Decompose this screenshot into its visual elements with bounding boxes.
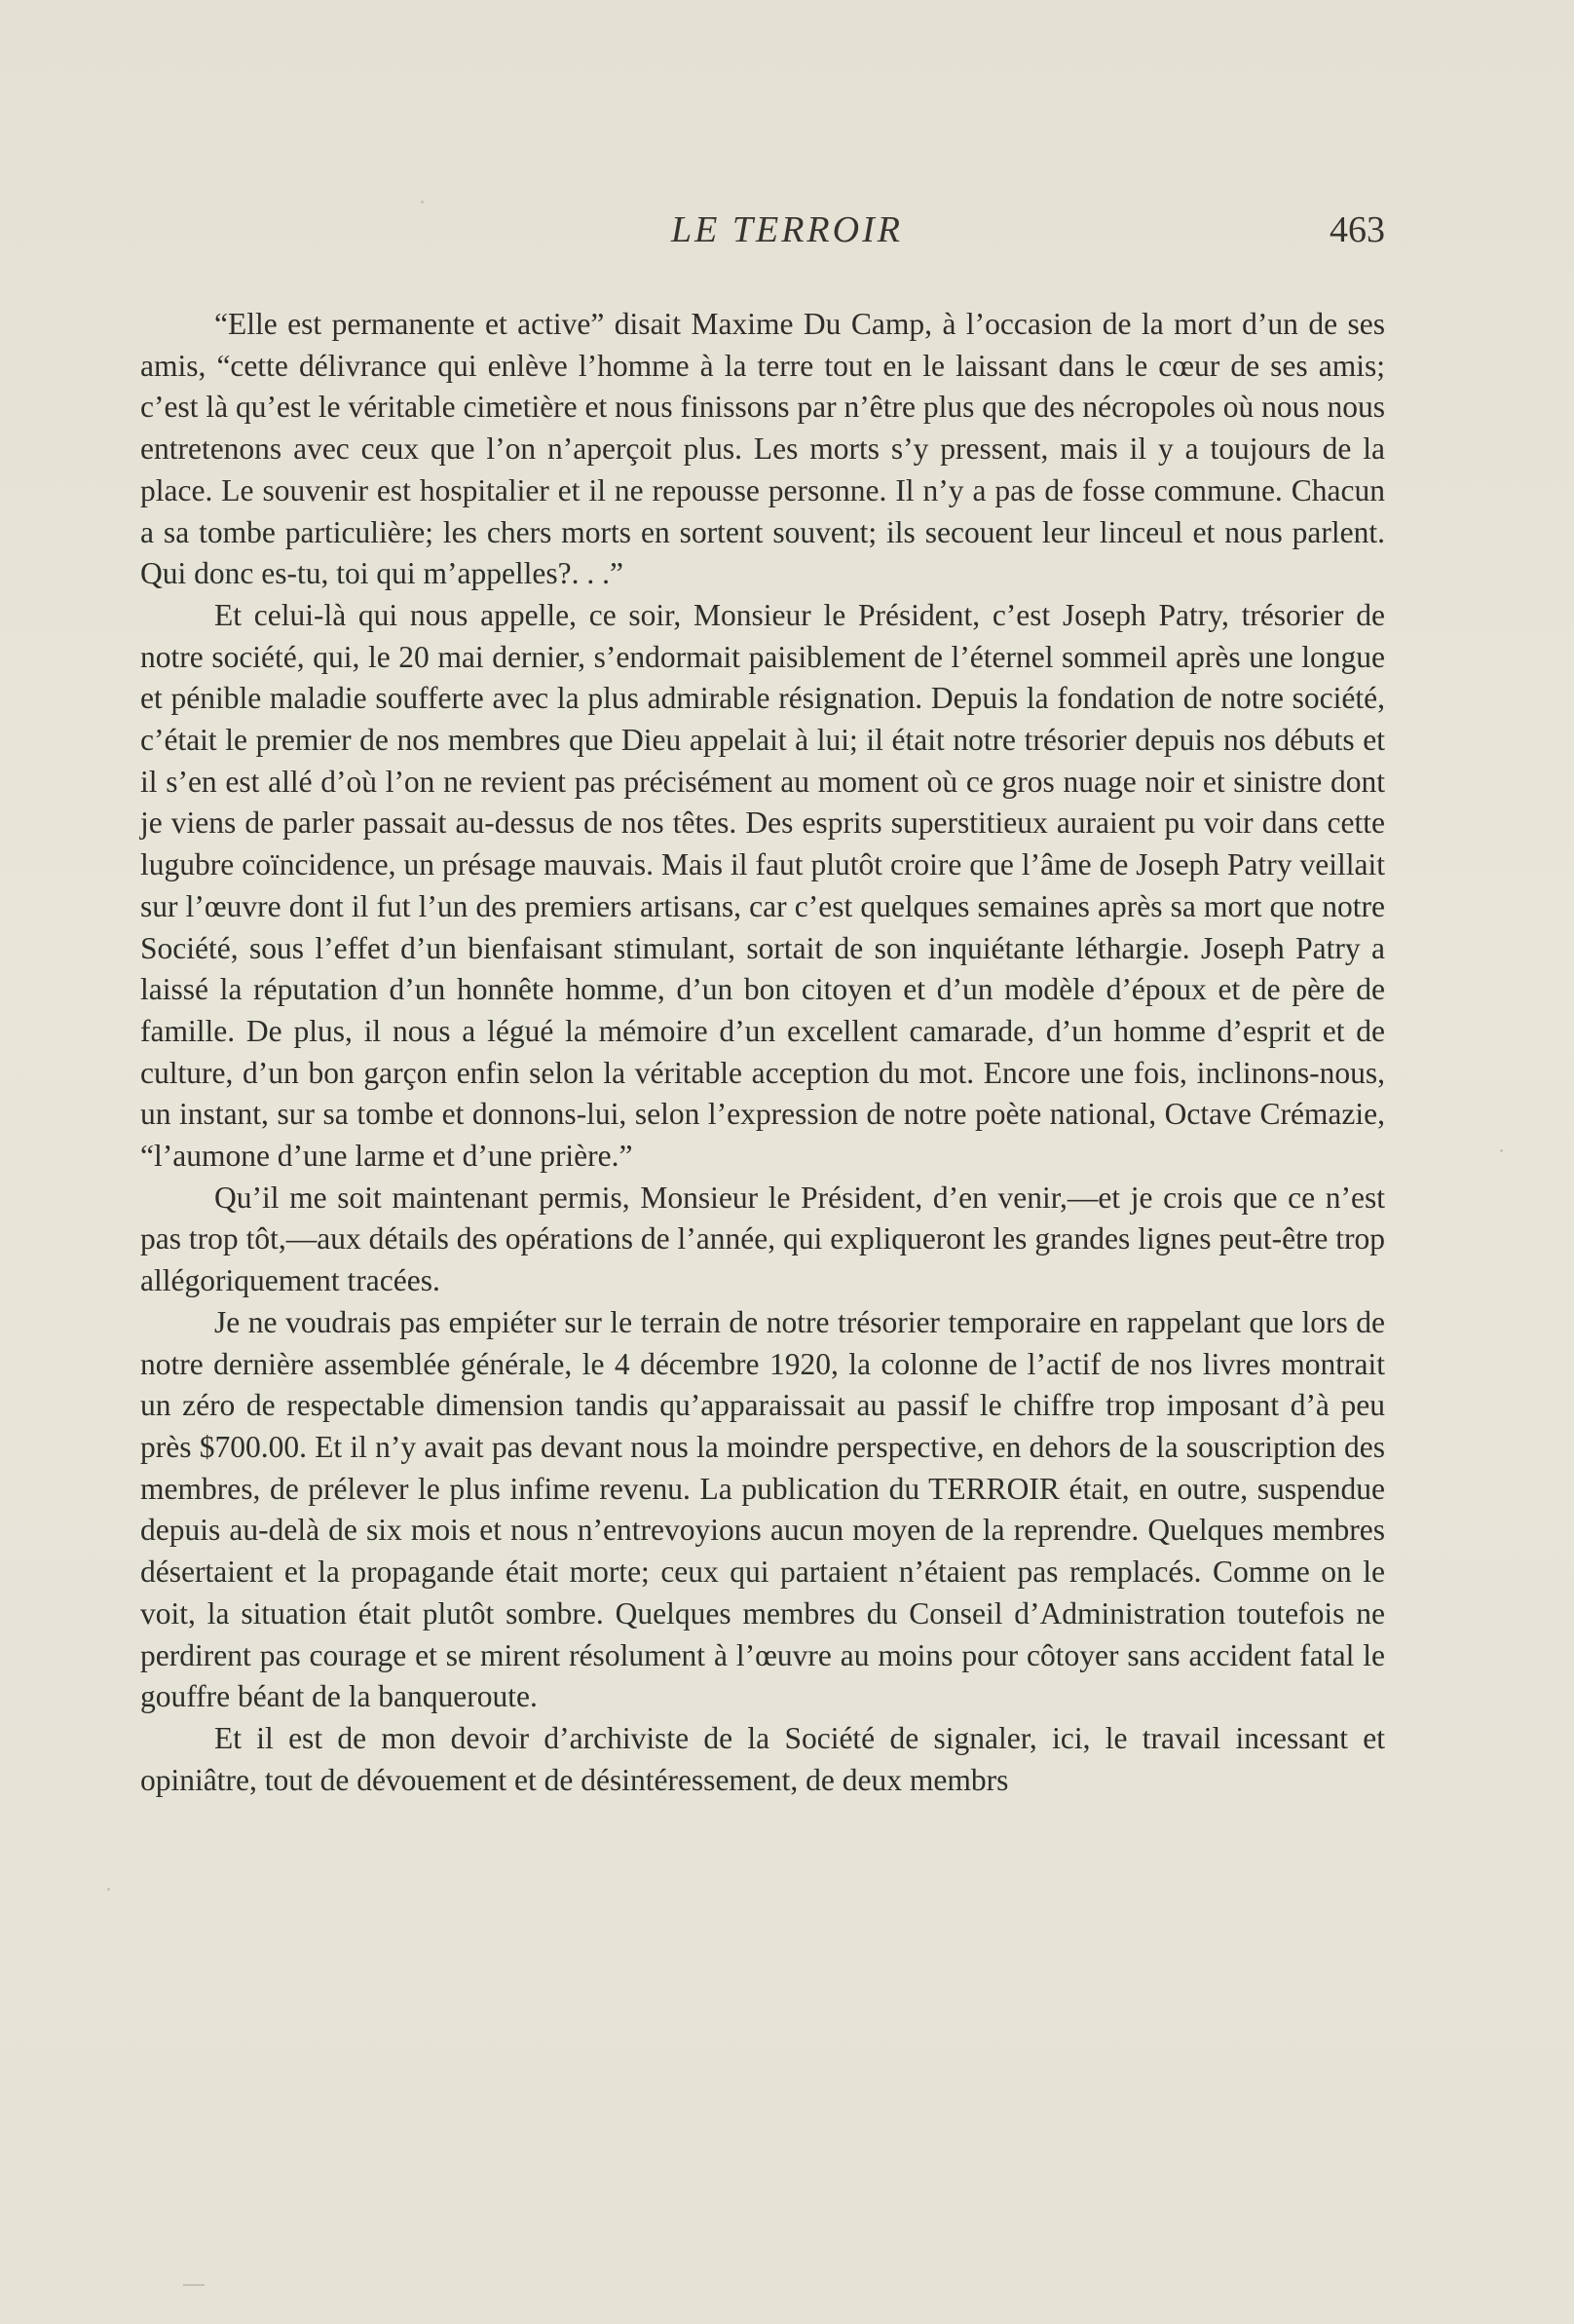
paragraph-joseph-patry: Et celui-là qui nous appelle, ce soir, Monsieur le Président, c’est Joseph Patry, trésorier de notre société, qui, le 20 mai dernier, s’endormait paisiblement de l’éternel sommeil après une longue et pénible maladie soufferte avec la plus admirable résignation. Depuis la fondation de notre société, c’était le premier de nos membres que Dieu appelait à lui; il était notre trésorier depuis nos débuts et il s’en est allé d’où l’on ne revient pas précisément au moment où ce gros nuage noir et sinistre dont je viens de parler passait au-dessus de nos têtes. Des esprits superstitieux auraient pu voir dans cette lugubre coïncidence, un présage mauvais. Mais il faut plutôt croire que l’âme de Joseph Patry veillait sur l’œuvre dont il fut l’un des premiers artisans, car c’est quelques semaines après sa mort que notre Société, sous l’effet d’un bienfaisant stimulant, sortait de son inquiétante léthargie. Joseph Patry a laissé la réputation d’un honnête homme, d’un bon citoyen et d’un modèle d’époux et de père de famille. De plus, il nous a légué la mémoire d’un excellent camarade, d’un homme d’esprit et de culture, d’un bon garçon enfin selon la véritable acception du mot. Encore une fois, inclinons-nous, un instant, sur sa tombe et donnons-lui, selon l’expression de notre poète national, Octave Crémazie, “l’aumone d’une larme et d’une prière.”: [140, 597, 1385, 1174]
paragraph-finances: Je ne voudrais pas empiéter sur le terrain de notre trésorier temporaire en rappelant que lors de notre dernière assemblée générale, le 4 décembre 1920, la colonne de l’actif de nos livres montrait un zéro de respectable dimension tandis qu’apparaissait au passif le chiffre trop imposant d’à peu près $700.00. Et il n’y avait pas devant nous la moindre perspective, en dehors de la souscription des membres, de prélever le plus infime revenu. La publication du TERROIR était, en outre, suspendue depuis au-delà de six mois et nous n’entrevoyions aucun moyen de la reprendre. Quelques membres désertaient et la propagande était morte; ceux qui partaient n’étaient pas remplacés. Comme on le voit, la situation était plutôt sombre. Quelques membres du Conseil d’Administration toutefois ne perdirent pas courage et se mirent résolument à l’œuvre au moins pour côtoyer sans accident fatal le gouffre béant de la banqueroute.: [140, 1304, 1385, 1714]
paper-speck: [421, 201, 424, 204]
paragraph-archivist: Et il est de mon devoir d’archiviste de la Société de signaler, ici, le travail incessant et opiniâtre, tout de dévouement et de désintéressement, de deux membrs: [140, 1720, 1385, 1797]
paper-speck: [107, 1888, 110, 1891]
running-title: LE TERROIR: [671, 209, 903, 250]
paragraph-operations: Qu’il me soit maintenant permis, Monsieur le Président, d’en venir,—et je crois que ce n’est pas trop tôt,—aux détails des opérations de l’année, qui expliqueront les grandes lignes peut-être trop allégoriquement tracées.: [140, 1180, 1385, 1298]
paper-speck: [183, 2284, 205, 2286]
body-text: [140, 304, 1385, 1801]
paragraph-quote-du-camp: “Elle est permanente et active” disait Maxime Du Camp, à l’occasion de la mort d’un de ses amis, “cette délivrance qui enlève l’homme à la terre tout en le laissant dans le cœur de ses amis; c’est là qu’est le véritable cimetière et nous finissons par n’être plus que des nécropoles où nous nous entretenons avec ceux que l’on n’aperçoit plus. Les morts s’y pressent, mais il y a toujours de la place. Le souvenir est hospitalier et il ne repousse personne. Il n’y a pas de fosse commune. Chacun a sa tombe particulière; les chers morts en sortent souvent; ils secouent leur linceul et nous parlent. Qui donc es-tu, toi qui m’appelles?. . .”: [140, 307, 1386, 591]
page-number: 463: [1330, 209, 1385, 250]
paper-speck: [1500, 1149, 1503, 1152]
